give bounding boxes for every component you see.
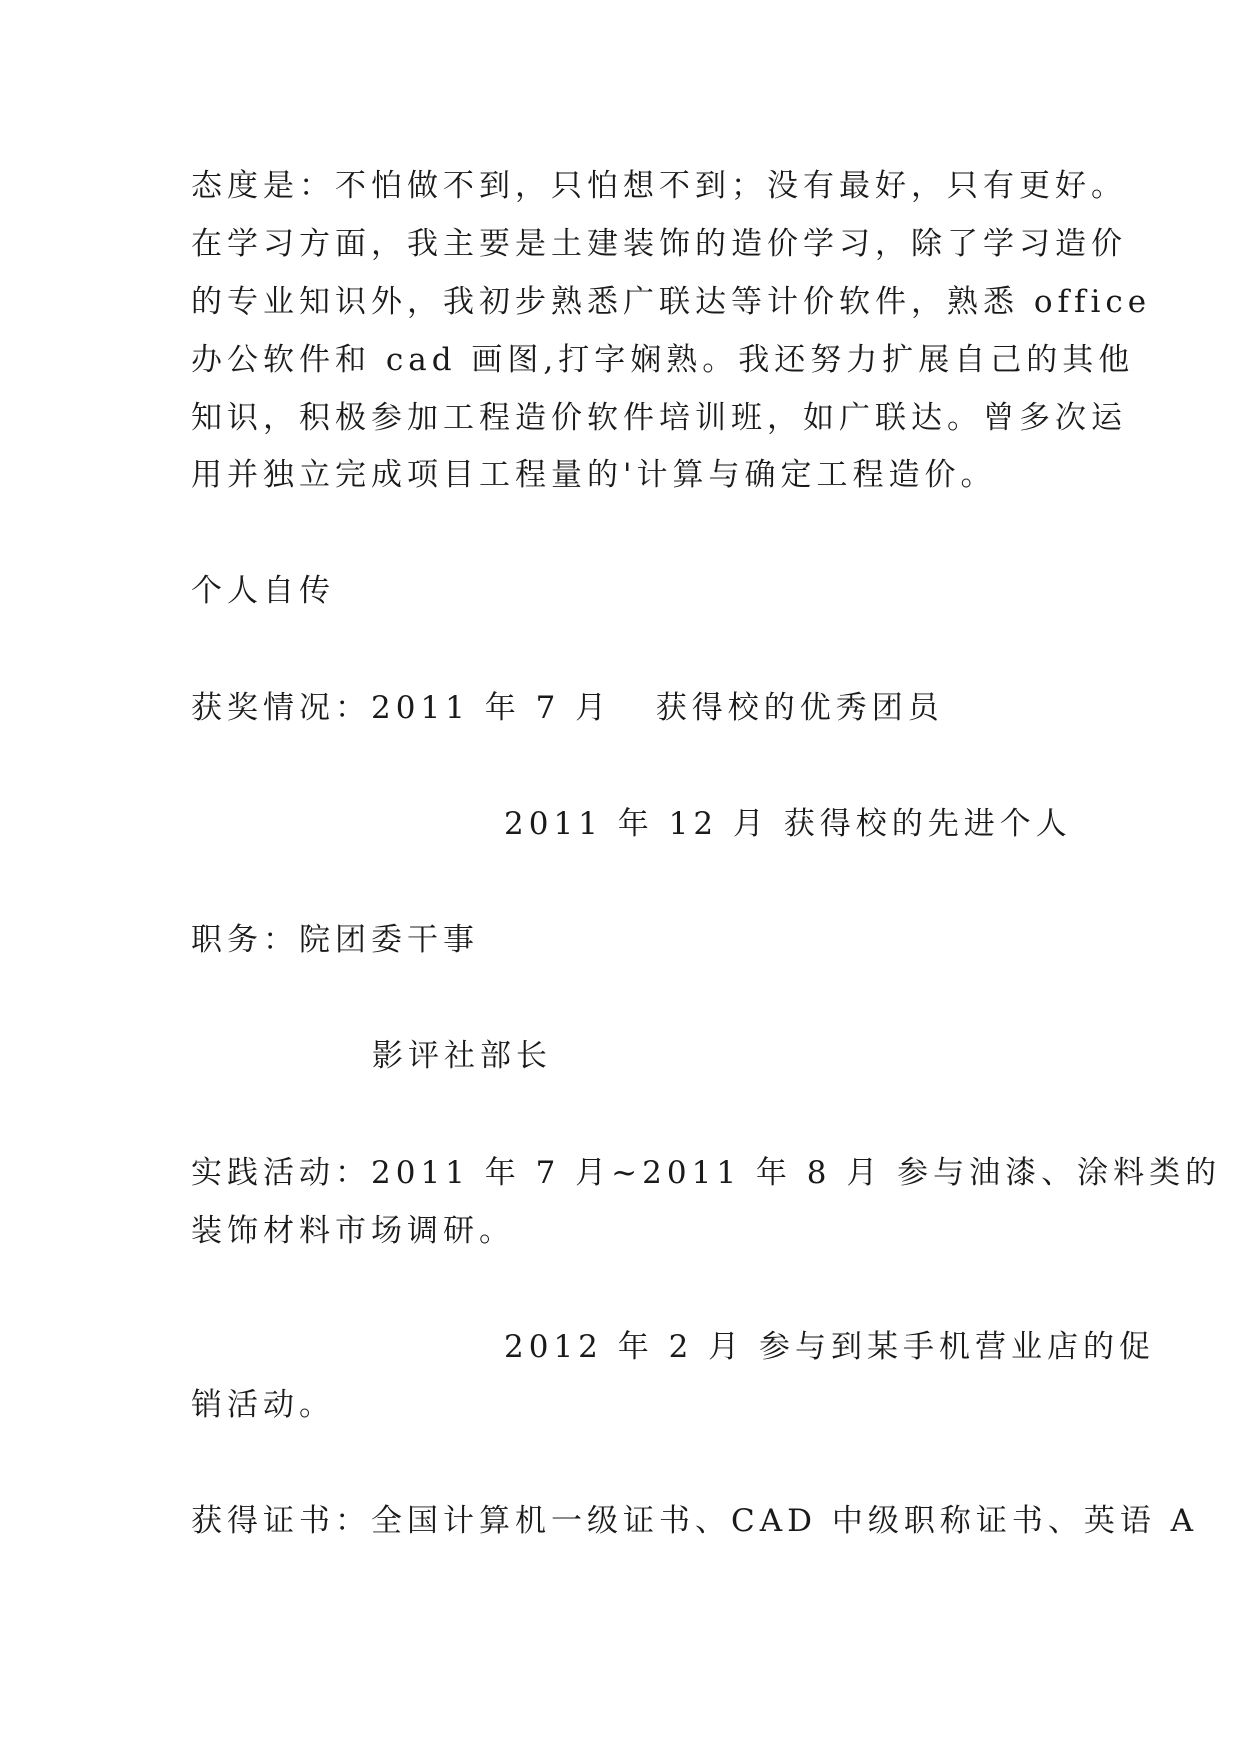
text-line: 在学习方面，我主要是土建装饰的造价学习，除了学习造价 bbox=[191, 226, 1127, 262]
text-line: 2012 年 2 月 参与到某手机营业店的促 bbox=[504, 1329, 1156, 1365]
text-line: 知识，积极参加工程造价软件培训班，如广联达。曾多次运 bbox=[191, 400, 1127, 436]
text-line: 获奖情况：2011 年 7 月 获得校的优秀团员 bbox=[191, 690, 944, 726]
text-line: 用并独立完成项目工程量的'计算与确定工程造价。 bbox=[191, 457, 997, 493]
text-line: 办公软件和 cad 画图,打字娴熟。我还努力扩展自己的其他 bbox=[191, 342, 1135, 378]
text-line: 装饰材料市场调研。 bbox=[191, 1213, 515, 1249]
text-line: 的专业知识外，我初步熟悉广联达等计价软件，熟悉 office bbox=[191, 284, 1152, 320]
text-line: 销活动。 bbox=[191, 1387, 335, 1423]
text-line: 影评社部长 bbox=[372, 1038, 552, 1074]
text-line: 获得证书：全国计算机一级证书、CAD 中级职称证书、英语 A bbox=[191, 1503, 1199, 1539]
text-line: 2011 年 12 月 获得校的先进个人 bbox=[504, 806, 1072, 842]
section-heading: 个人自传 bbox=[191, 573, 335, 609]
text-line: 态度是：不怕做不到，只怕想不到；没有最好，只有更好。 bbox=[191, 168, 1127, 204]
text-line: 实践活动：2011 年 7 月~2011 年 8 月 参与油漆、涂料类的 bbox=[191, 1155, 1222, 1191]
text-line: 职务：院团委干事 bbox=[191, 922, 479, 958]
